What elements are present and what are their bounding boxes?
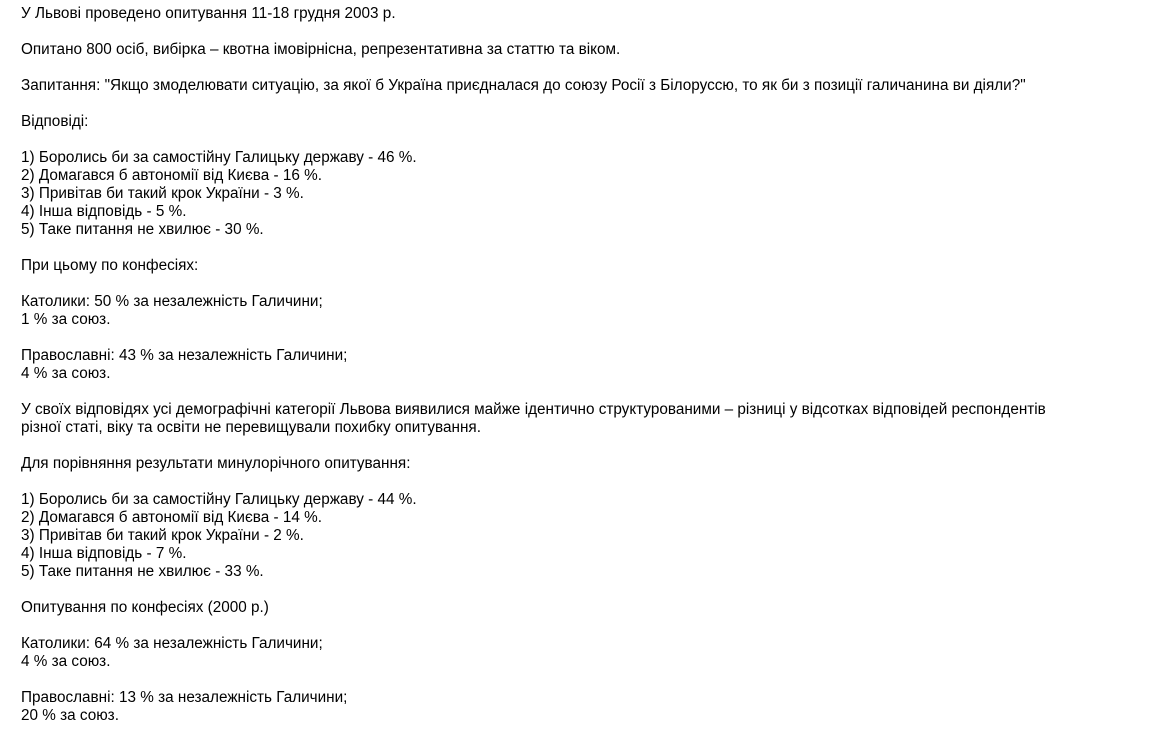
list-item: 2) Домагався б автономії від Києва - 14 %. xyxy=(21,509,322,526)
orthodox-2000-line: Православні: 13 % за незалежність Галичини; xyxy=(21,689,348,706)
confessions-heading-text: При цьому по конфесіях: xyxy=(21,257,199,274)
catholics-2000-line: Католики: 64 % за незалежність Галичини; xyxy=(21,635,323,652)
catholics-2003-line: 1 % за союз. xyxy=(21,311,111,328)
catholics-2000 xyxy=(21,635,1141,671)
list-item: 1) Боролись би за самостійну Галицьку державу - 44 %. xyxy=(21,491,417,508)
survey-intro xyxy=(21,5,1141,23)
orthodox-2003 xyxy=(21,347,1141,383)
list-item: 3) Привітав би такий крок України - 2 %. xyxy=(21,527,304,544)
intro-text: У Львові проведено опитування 11-18 грудня 2003 р. xyxy=(21,5,396,22)
demographics-note xyxy=(21,401,1141,437)
list-item: 4) Інша відповідь - 5 %. xyxy=(21,203,187,220)
list-item: 5) Таке питання не хвилює - 33 %. xyxy=(21,563,264,580)
orthodox-2000-line: 20 % за союз. xyxy=(21,707,119,724)
catholics-2003-line: Католики: 50 % за незалежність Галичини; xyxy=(21,293,323,310)
orthodox-2000 xyxy=(21,689,1141,725)
answers-heading xyxy=(21,113,1141,131)
orthodox-2003-line: 4 % за союз. xyxy=(21,365,111,382)
catholics-2003 xyxy=(21,293,1141,329)
catholics-2000-line: 4 % за союз. xyxy=(21,653,111,670)
answers-list-prev xyxy=(21,491,1141,581)
confessions-2000-heading xyxy=(21,599,1141,617)
demographics-note-line: У своїх відповідях усі демографічні категорії Львова виявилися майже ідентично структурованими – різниці у відсотках відповідей респондентів xyxy=(21,401,1046,418)
sample-text: Опитано 800 осіб, вибірка – квотна імовірнісна, репрезентативна за статтю та віком. xyxy=(21,41,621,58)
question-text: Запитання: "Якщо змоделювати ситуацію, за якої б Україна приєдналася до союзу Росії з Білоруссю, то як би з позиції галичанина ви діяли?" xyxy=(21,77,1026,94)
list-item: 4) Інша відповідь - 7 %. xyxy=(21,545,187,562)
list-item: 3) Привітав би такий крок України - 3 %. xyxy=(21,185,304,202)
comparison-heading xyxy=(21,455,1141,473)
list-item: 1) Боролись би за самостійну Галицьку державу - 46 %. xyxy=(21,149,417,166)
answers-list-2003 xyxy=(21,149,1141,239)
survey-sample xyxy=(21,41,1141,59)
survey-question xyxy=(21,77,1141,95)
list-item: 2) Домагався б автономії від Києва - 16 %. xyxy=(21,167,322,184)
list-item: 5) Таке питання не хвилює - 30 %. xyxy=(21,221,264,238)
orthodox-2003-line: Православні: 43 % за незалежність Галичини; xyxy=(21,347,348,364)
answers-heading-text: Відповіді: xyxy=(21,113,89,130)
confessions-2000-heading-text: Опитування по конфесіях (2000 р.) xyxy=(21,599,269,616)
comparison-heading-text: Для порівняння результати минулорічного опитування: xyxy=(21,455,411,472)
demographics-note-line: різної статі, віку та освіти не перевищували похибку опитування. xyxy=(21,419,481,436)
confessions-heading xyxy=(21,257,1141,275)
